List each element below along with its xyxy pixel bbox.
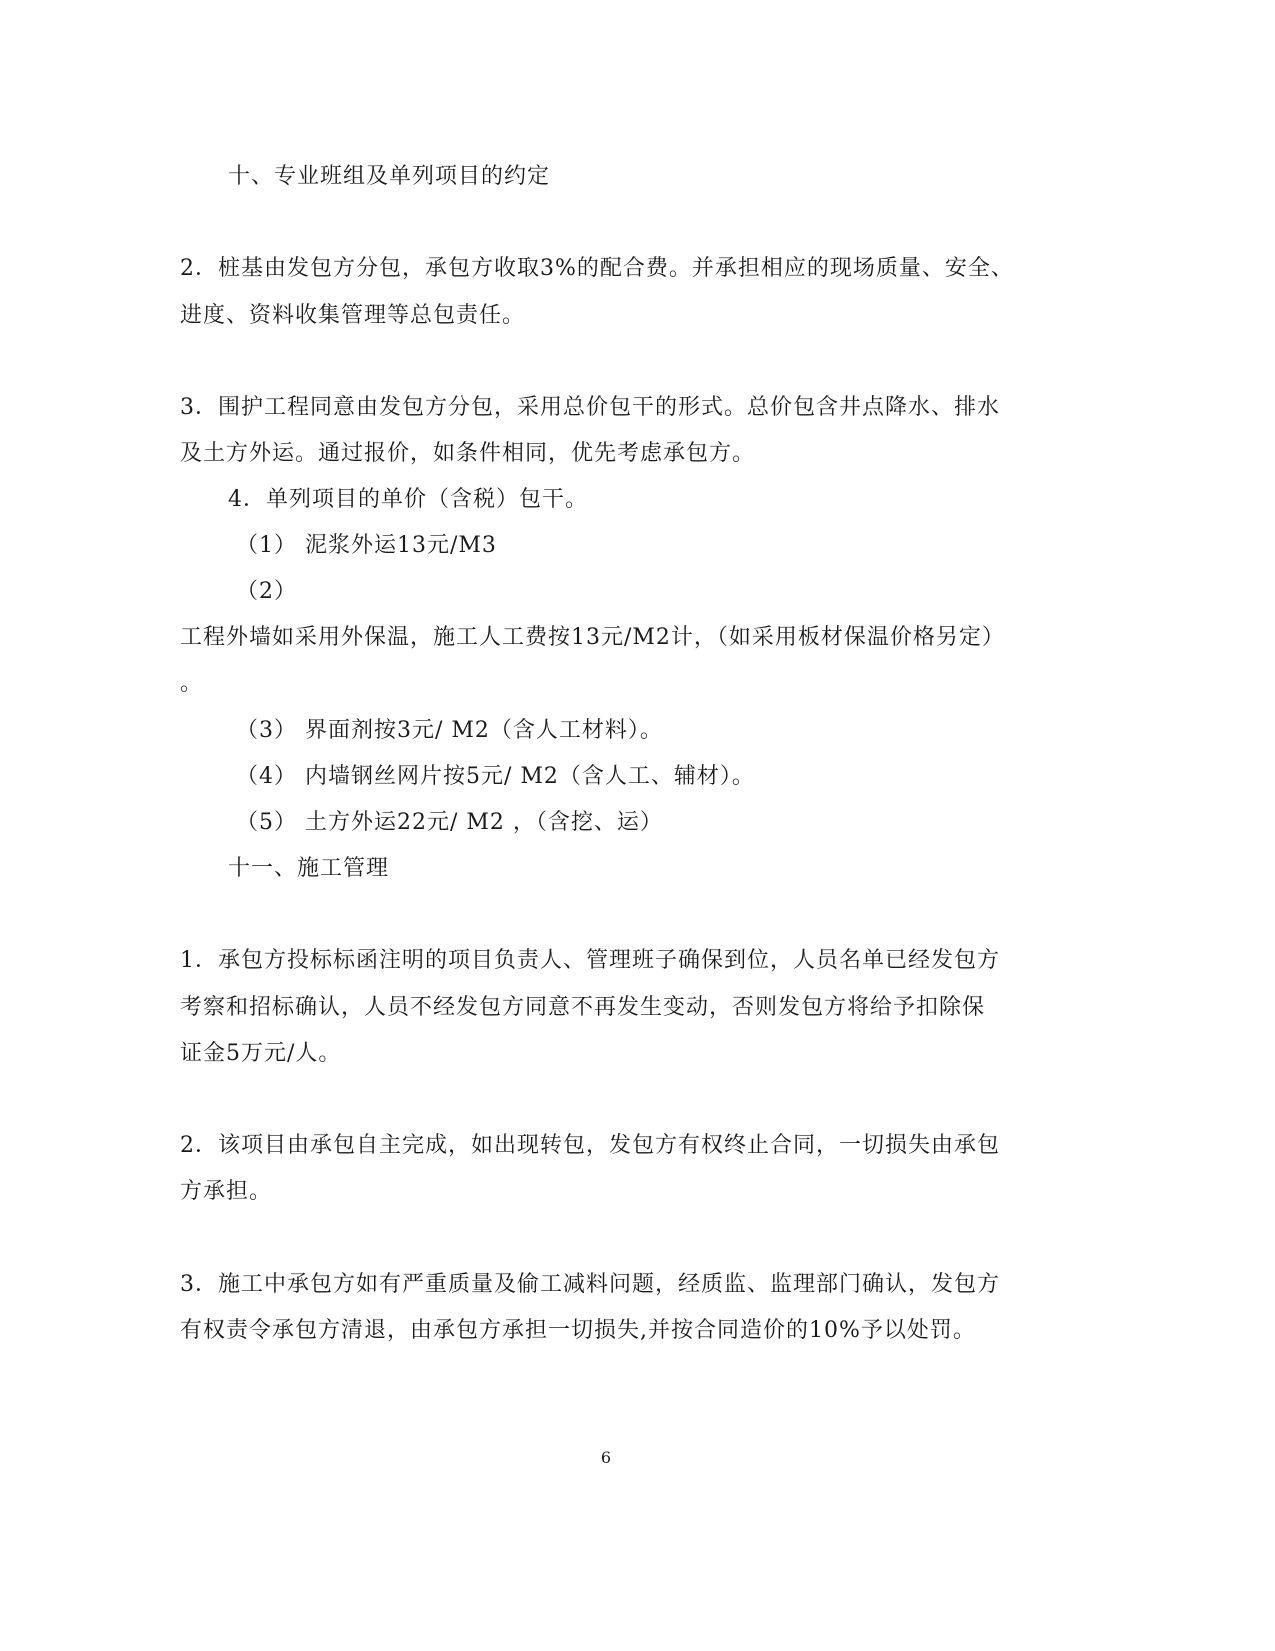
list-item: （1） 泥浆外运13元/M3 [236, 533, 497, 558]
paragraph-line: 2．该项目由承包自主完成，如出现转包，发包方有权终止合同，一切损失由承包 [180, 1133, 1000, 1158]
paragraph-line: 。 [180, 671, 204, 696]
paragraph-line: 有权责令承包方清退，由承包方承担一切损失,并按合同造价的10%予以处罚。 [180, 1318, 976, 1343]
paragraph-line: 工程外墙如采用外保温，施工人工费按13元/M2计，（如采用板材保温价格另定） [180, 625, 1005, 650]
section-heading-10: 十、专业班组及单列项目的约定 [228, 164, 551, 189]
section-heading-11: 十一、施工管理 [228, 856, 390, 881]
list-item: （5） 土方外运22元/ M2 ，（含挖、运） [236, 810, 663, 835]
paragraph-line: 3．施工中承包方如有严重质量及偷工减料问题，经质监、监理部门确认，发包方 [180, 1272, 1000, 1297]
paragraph-line: 证金5万元/人。 [180, 1041, 342, 1066]
list-item: （3） 界面剂按3元/ M2（含人工材料）。 [236, 718, 663, 743]
list-item: （2） [236, 579, 297, 604]
paragraph-line: 进度、资料收集管理等总包责任。 [180, 303, 526, 328]
list-item: （4） 内墙钢丝网片按5元/ M2（含人工、辅材）。 [236, 764, 755, 789]
paragraph-line: 4．单列项目的单价（含税）包干。 [228, 487, 588, 512]
paragraph-line: 考察和招标确认，人员不经发包方同意不再发生变动，否则发包方将给予扣除保 [180, 995, 986, 1020]
paragraph-line: 3．围护工程同意由发包方分包，采用总价包干的形式。总价包含井点降水、排水 [180, 395, 1000, 420]
paragraph-line: 及土方外运。通过报价，如条件相同，优先考虑承包方。 [180, 441, 756, 466]
paragraph-line: 方承担。 [180, 1179, 273, 1204]
paragraph-line: 1．承包方投标标函注明的项目负责人、管理班子确保到位，人员名单已经发包方 [180, 948, 1000, 973]
paragraph-line: 2．桩基由发包方分包，承包方收取3%的配合费。并承担相应的现场质量、安全、 [180, 256, 1014, 281]
page-number: 6 [600, 1448, 612, 1467]
